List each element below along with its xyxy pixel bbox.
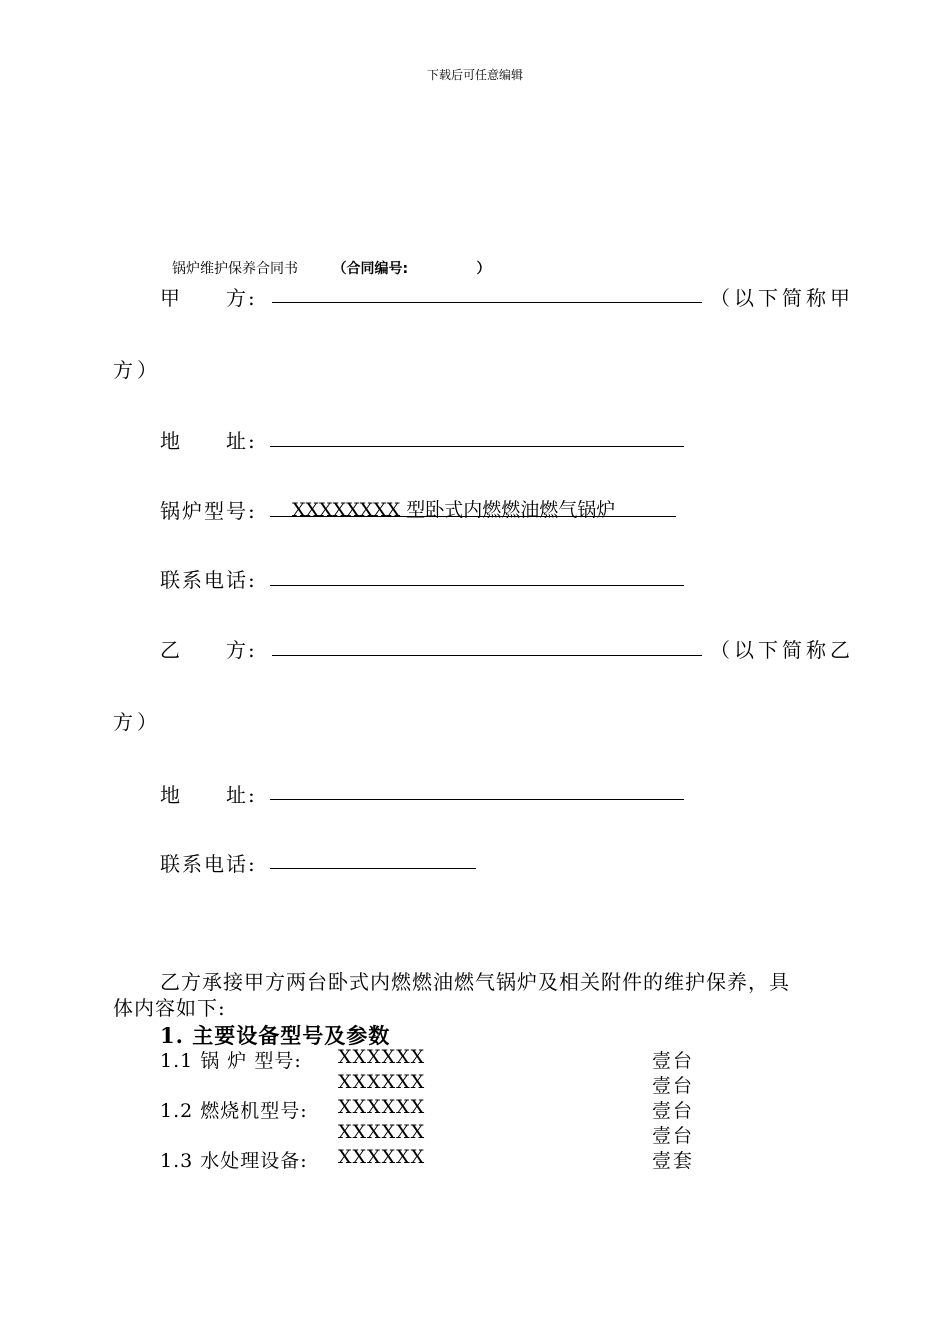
equipment-row-label: 1.3 水处理设备: [160, 1150, 308, 1172]
party-a-address-label: 地 址: [160, 429, 257, 453]
equipment-row-qty: 壹台 [652, 1100, 695, 1122]
equipment-row-qty: 壹台 [652, 1125, 695, 1147]
party-b-suffix: （以下简称乙 [710, 638, 854, 662]
equipment-row-value: XXXXXX [338, 1046, 426, 1068]
equipment-row-qty: 壹台 [652, 1050, 695, 1072]
header-note: 下载后可任意编辑 [426, 68, 523, 82]
party-a-suffix-cont: 方） [113, 358, 161, 382]
equipment-row-qty: 壹套 [652, 1150, 695, 1172]
contract-number-close: ） [476, 261, 491, 277]
equipment-row-label: 1.1 锅 炉 型号: [160, 1050, 302, 1072]
intro-line-1: 乙方承接甲方两台卧式内燃燃油燃气锅炉及相关附件的维护保养，具 [160, 970, 790, 994]
party-b-address-line[interactable] [270, 799, 684, 800]
party-a-phone-line[interactable] [270, 585, 684, 586]
party-b-name-line[interactable] [272, 655, 702, 656]
equipment-row-value: XXXXXX [338, 1096, 426, 1118]
contract-title-name: 锅炉维护保养合同书 [172, 261, 298, 277]
party-a-suffix: （以下简称甲 [710, 286, 854, 310]
contract-title [172, 258, 491, 278]
party-a-phone-label: 联系电话: [160, 568, 257, 592]
party-a-address-line[interactable] [270, 446, 684, 447]
intro-line-2: 体内容如下: [113, 996, 226, 1020]
boiler-model-value: XXXXXXXX 型卧式内燃燃油燃气锅炉 [292, 499, 616, 521]
equipment-row-qty: 壹台 [652, 1075, 695, 1097]
party-b-suffix-cont: 方） [113, 710, 161, 734]
party-a-name-line[interactable] [272, 302, 702, 303]
equipment-row-value: XXXXXX [338, 1071, 426, 1093]
contract-number-label: （合同编号: [332, 261, 409, 277]
equipment-row-value: XXXXXX [338, 1121, 426, 1143]
party-b-phone-label: 联系电话: [160, 852, 257, 876]
party-a-label: 甲 方: [160, 286, 257, 310]
party-b-phone-line[interactable] [270, 868, 476, 869]
party-b-address-label: 地 址: [160, 783, 257, 807]
party-b-label: 乙 方: [160, 638, 257, 662]
boiler-model-label: 锅炉型号: [160, 499, 257, 523]
section-1-heading: 1. 主要设备型号及参数 [160, 1023, 391, 1048]
equipment-row-value: XXXXXX [338, 1146, 426, 1168]
equipment-row-label: 1.2 燃烧机型号: [160, 1100, 308, 1122]
